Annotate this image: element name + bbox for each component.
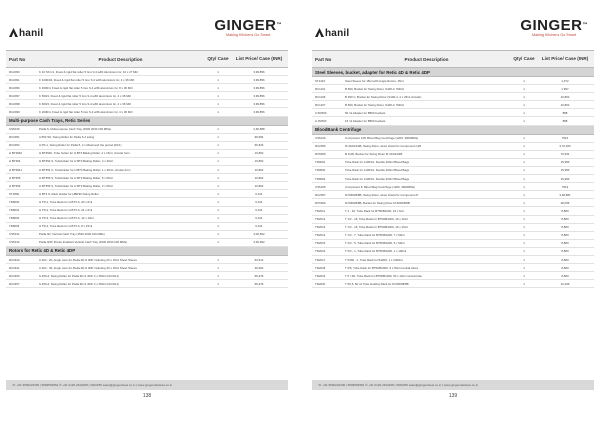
table-row	[6, 142, 288, 150]
price-cell: 3,99,856	[253, 69, 265, 74]
page-footer: ☏ +91 9650222300 | 9599593952 ✆ +91 0120-2619208 | 2620256 sales@gingersiteel.co.in | www.gingerstainless.co.in	[312, 380, 594, 390]
ginger-tm: ™	[276, 22, 282, 28]
description-cell: M 6000/8/8B, Bucket for Swing Rotor M 6000/8/8B	[345, 200, 410, 205]
part-no-cell: ST1410	[315, 78, 326, 83]
price-cell: 1,997	[561, 86, 569, 91]
description-cell: B 500, Bucket for Swing Rotor, S400-4, 500ml	[345, 102, 404, 107]
description-cell: T 50-5, 50 ml Tube Holding Rack for M 6000/8/8B	[345, 281, 409, 286]
qty-cell: 1	[217, 135, 219, 140]
table-row	[6, 134, 288, 142]
table-header	[6, 50, 288, 68]
price-cell: 10,862	[254, 175, 264, 180]
hanil-wordmark: hanil	[19, 28, 44, 39]
description-cell: K 2000/4, Fixed & rigid flat roller 5 Gro S.4 w/Ri aluminium Gr, 4 x 36 Mtrl	[39, 110, 133, 115]
qty-cell: 1	[217, 240, 219, 245]
part-no-cell: H BT3540	[9, 151, 23, 156]
description-cell: H TR-1, Tube Rack for H BT3 S, 20 x 6ml	[39, 199, 93, 204]
price-cell: 8,883	[561, 225, 569, 230]
qty-cell: 1	[523, 94, 525, 99]
description-cell: M 3100/4/4B, Swing Rotor, w/out shield for Component 128	[345, 144, 422, 149]
description-cell: Component 128, Blood Bag Centrifuge (1200, 3600MMs)	[345, 136, 419, 141]
qty-cell: 1	[523, 265, 525, 270]
part-no-cell: RC2457	[9, 281, 20, 286]
description-cell: A 420 - 30, Angle rotor for Piella 4D & 4DP including 30 x 15ml Sheet Sleeve	[39, 265, 137, 270]
qty-cell: 1	[217, 127, 219, 132]
price-cell: 8,883	[561, 208, 569, 213]
hanil-mark-icon	[9, 28, 18, 37]
col-description: Product Description	[98, 56, 143, 62]
price-cell: 6,101	[255, 208, 263, 213]
description-cell: M 6000/8/8B, Swing Rotor, w/out shield for Component 8	[345, 192, 418, 197]
price-cell: 15,993	[560, 176, 570, 181]
price-cell: 3,38,881	[559, 192, 571, 197]
qty-cell: 1	[523, 217, 525, 222]
qty-cell: 1	[523, 208, 525, 213]
part-no-cell: RC2356	[315, 144, 326, 149]
qty-cell: 1	[523, 249, 525, 254]
table-row	[312, 207, 594, 215]
part-no-cell: TR2019	[315, 273, 326, 278]
price-cell: 6,101	[255, 224, 263, 229]
part-no-cell: TR6003	[9, 224, 20, 229]
part-no-cell: TR2014	[315, 233, 326, 238]
table-row	[312, 101, 594, 109]
part-no-cell: TR2011	[315, 208, 326, 213]
part-no-cell: TR0002	[315, 168, 326, 173]
section-heading: Steel Sleeves, bucket, adapter for Retic 4D & Retic 4DP	[312, 68, 594, 77]
part-no-cell: RC2357	[315, 192, 326, 197]
description-cell: H TR-3, Tube Rack for H BT3 S, 12 x 10ml	[39, 216, 94, 221]
ginger-wordmark: GINGER	[214, 17, 277, 34]
description-cell: H TR-2, Tube Rack for H BT3 S, 24 x 6ml	[39, 208, 93, 213]
price-cell: 8,883	[561, 217, 569, 222]
description-cell: H BT355 S, Tubeholder for H BT3 Baking Roller, 5 x 50ml	[39, 175, 113, 180]
qty-cell: 1	[523, 110, 525, 115]
table-row	[6, 215, 288, 223]
description-cell: Component 8, Blood Bag Centrifuge (1200, 3600MMs)	[345, 184, 415, 189]
ginger-tagline: Making Kitchens Go Smart	[226, 33, 271, 37]
qty-cell: 1	[217, 77, 219, 82]
qty-cell: 1	[523, 200, 525, 205]
description-cell: K 1000/04, Fixed & rigid flat roller 5 Gro S.4 w/Ri aluminium Gr, 4 x 36 Mtrl	[39, 77, 135, 82]
price-cell: 12,209	[560, 281, 570, 286]
qty-cell: 1	[217, 183, 219, 188]
part-no-cell: RC2351	[9, 135, 20, 140]
part-no-cell: TR0001	[315, 160, 326, 165]
table-row	[6, 239, 288, 247]
qty-cell: 1	[217, 151, 219, 156]
description-cell: T 5/4 - 1, Tube Rack for B750/B1000, 1 x 100ml	[345, 249, 407, 254]
col-part-no: Part No	[315, 56, 332, 62]
qty-cell: 1	[523, 273, 525, 278]
qty-cell: 1	[523, 257, 525, 262]
table-row	[312, 85, 594, 93]
qty-cell: 1	[217, 216, 219, 221]
page-footer: ☏ +91 9650222300 | 9599593952 ✆ +91 0120-2619208 | 2620256 sales@gingersiteel.co.in | www.gingerstainless.co.in	[6, 380, 288, 390]
part-no-cell: RC5309	[315, 152, 326, 157]
price-cell: 3,70,183	[559, 144, 571, 149]
description-cell: B 500, Bucket for Swing Rotor, S400-4, 500ml	[345, 86, 404, 91]
qty-cell: 1	[217, 257, 219, 262]
qty-cell: 1	[217, 224, 219, 229]
table-row	[312, 216, 594, 224]
table-row	[312, 175, 594, 183]
col-part-no: Part No	[9, 56, 26, 62]
description-cell: 15 ml Adapter for B500 buckets	[345, 119, 386, 124]
qty-cell: 1	[217, 175, 219, 180]
part-no-cell: A 50/500	[315, 110, 327, 115]
description-cell: S 450-4, Swing Roller for Piella 4D & 4DP, 4 x 450ml (S4 6H4)	[39, 273, 119, 278]
table-row	[6, 190, 288, 198]
description-cell: T 5 / 4D, Tube Rack for B750/B1000, 50 x 10ml conical tube	[345, 273, 422, 278]
price-cell: 888	[562, 110, 568, 115]
table-row	[312, 224, 594, 232]
part-no-cell: H BT354	[9, 159, 21, 164]
description-cell: Tube Rack for 1100/01, Double 200ml Blood Bags	[345, 168, 410, 173]
part-no-cell: RC2096	[9, 85, 20, 90]
table-header	[312, 50, 594, 68]
qty-cell: 1	[217, 69, 219, 74]
part-no-cell: RC1101	[315, 86, 326, 91]
price-cell: 8,883	[561, 257, 569, 262]
description-cell: K 500/4, Fixed & rigid flat roller 5 Gro S.4 w/Ri aluminium Gr, 4 x 36 Mtrl	[39, 93, 132, 98]
description-cell: B 1100, Bucket for Swing Rotor M 3100/4/4B	[345, 152, 403, 157]
table-row	[312, 135, 594, 143]
qty-cell: 1	[523, 86, 525, 91]
part-no-cell: RC2352	[9, 143, 20, 148]
qty-cell: 1	[217, 93, 219, 98]
table-row	[6, 166, 288, 174]
table-row	[6, 174, 288, 182]
page-number: 138	[142, 393, 152, 399]
qty-cell: 1	[217, 167, 219, 172]
price-cell: 8,883	[561, 265, 569, 270]
table-row	[312, 117, 594, 125]
price-cell: 1,372	[561, 78, 569, 83]
part-no-cell: TR2020	[315, 281, 326, 286]
table-row	[6, 108, 288, 116]
qty-cell: 1	[523, 136, 525, 141]
qty-cell: 1	[217, 265, 219, 270]
price-cell: 6,101	[255, 216, 263, 221]
hanil-logo	[9, 28, 43, 39]
part-no-cell: TR0003	[315, 176, 326, 181]
table-row	[6, 280, 288, 288]
hanil-mark-icon	[315, 28, 324, 37]
table-row	[6, 256, 288, 264]
table-body	[312, 68, 594, 288]
part-no-cell: TR2018	[315, 265, 326, 270]
col-qty: Qty/ Case	[207, 56, 229, 62]
price-cell: 99,994	[254, 135, 264, 140]
price-cell: 7519	[561, 184, 569, 189]
part-no-cell: CS5165	[315, 184, 326, 189]
price-cell: 6,101	[255, 199, 263, 204]
table-row	[6, 207, 288, 215]
qty-cell: 1	[523, 102, 525, 107]
price-cell: 53,512	[254, 257, 264, 262]
description-cell: 50 ml Adapter for B500 buckets	[345, 110, 386, 115]
part-no-cell: TR6002	[9, 216, 20, 221]
description-cell: H BT3 S, Rack Holder for HBR30 Swing Roller	[39, 191, 99, 196]
table-row	[6, 264, 288, 272]
part-no-cell: CS5132	[9, 240, 20, 245]
table-row	[6, 198, 288, 206]
price-cell: 3,06,562	[253, 232, 265, 237]
qty-cell: 1	[523, 176, 525, 181]
ginger-tm: ™	[582, 22, 588, 28]
part-no-cell: TR2016	[315, 249, 326, 254]
price-cell: 8,883	[561, 233, 569, 238]
part-no-cell: H BT356	[9, 183, 21, 188]
table-row	[312, 159, 594, 167]
part-no-cell: CS5131	[9, 232, 20, 237]
description-cell: H BT354 S, Tubeholder for H BT3 Baking Roller, 4 x 30ml	[39, 159, 113, 164]
hanil-logo	[315, 28, 349, 39]
table-row	[312, 256, 594, 264]
price-cell: 3,36,992	[253, 240, 265, 245]
table-row	[312, 264, 594, 272]
price-cell: 8,883	[561, 273, 569, 278]
part-no-cell: RC1107	[315, 102, 326, 107]
part-no-cell: RC2450	[9, 273, 20, 278]
qty-cell: 1	[217, 191, 219, 196]
description-cell: Tube Rack for 1100/01, Double 200ml Blood Bags	[345, 176, 410, 181]
table-row	[6, 68, 288, 76]
qty-cell: 1	[217, 199, 219, 204]
price-table	[312, 50, 594, 288]
table-row	[6, 158, 288, 166]
description-cell: A 420 - 20, Angle rotor for Piella 4D & 4DP including 20 x 15ml Sheet Sleeve	[39, 257, 137, 262]
description-cell: T 1/3 - 7, Tube Rack for B750/B1000, 7 x 50ml	[345, 233, 405, 238]
table-row	[6, 92, 288, 100]
description-cell: Piella 4DP, Printer Enabled Vertical Cash Tray (1530 2030 100 MMs)	[39, 240, 127, 245]
price-cell: 15,993	[560, 160, 570, 165]
qty-cell: 1	[217, 110, 219, 115]
price-table	[6, 50, 288, 288]
table-row	[312, 191, 594, 199]
price-cell: 10,862	[560, 94, 570, 99]
qty-cell: 1	[217, 143, 219, 148]
price-cell: 70,931	[560, 152, 570, 157]
part-no-cell: TR2012	[315, 217, 326, 222]
qty-cell: 1	[523, 225, 525, 230]
page-number: 139	[448, 393, 458, 399]
table-row	[312, 272, 594, 280]
part-no-cell: TR2015	[315, 241, 326, 246]
description-cell: H BT354 C, Tubeholder for H BT3 Baking Roller, 1 x 30ml, circular form	[39, 167, 131, 172]
table-row	[312, 109, 594, 117]
price-cell: 7516	[561, 136, 569, 141]
part-no-cell: TR2017	[315, 257, 326, 262]
qty-cell: 1	[217, 101, 219, 106]
price-cell: 3,99,856	[253, 101, 265, 106]
page-gutter	[289, 0, 311, 424]
qty-cell: 1	[523, 281, 525, 286]
qty-cell: 1	[523, 241, 525, 246]
table-row	[6, 76, 288, 84]
qty-cell: 1	[217, 232, 219, 237]
qty-cell: 1	[523, 192, 525, 197]
table-row	[6, 126, 288, 134]
catalog-page-left	[6, 0, 288, 424]
table-row	[312, 143, 594, 151]
qty-cell: 1	[523, 168, 525, 173]
price-cell: 3,99,856	[253, 77, 265, 82]
qty-cell: 1	[523, 184, 525, 189]
table-row	[312, 93, 594, 101]
col-price: List Price/ Case (INR)	[235, 56, 283, 62]
qty-cell: 1	[523, 144, 525, 149]
price-cell: 888	[562, 119, 568, 124]
part-no-cell: H BT3541	[9, 167, 23, 172]
price-cell: 10,862	[254, 167, 264, 172]
part-no-cell: CS5130	[9, 127, 20, 132]
table-body	[6, 68, 288, 288]
part-no-cell: RC1106	[315, 94, 326, 99]
col-price: List Price/ Case (INR)	[541, 56, 589, 62]
price-cell: 6,101	[255, 191, 263, 196]
part-no-cell: H BT355	[9, 175, 21, 180]
section-heading: Rotors for Retic 4D & Retic 4DP	[6, 247, 288, 256]
price-cell: 3,99,856	[253, 85, 265, 90]
qty-cell: 1	[217, 85, 219, 90]
description-cell: T 5/5, Tube Rack for B750/B1000, 5 x 50ml conical tubes	[345, 265, 419, 270]
qty-cell: 1	[217, 159, 219, 164]
description-cell: K 3000/4, Fixed & rigid flat roller 5 Gro S.4 w/Ri aluminium Gr, 8 x 36 Mtrl	[39, 85, 133, 90]
page-header	[6, 14, 288, 40]
description-cell: K 10 SS C1, Fixed & rigid flat roller 5 Gro S.4 w/Ri Aluminium Gr, 10 x 27 Mtrl	[39, 69, 138, 74]
description-cell: T 1 - 16, Tube Rack for B750/B1000, 16 x 5ml	[345, 208, 404, 213]
hanil-wordmark: hanil	[325, 28, 350, 39]
part-no-cell: ST1800	[9, 191, 20, 196]
ginger-tagline: Making Kitchens Go Smart	[532, 33, 577, 37]
table-row	[312, 280, 594, 288]
table-row	[312, 232, 594, 240]
table-row	[6, 182, 288, 190]
catalog-page-right	[312, 0, 594, 424]
part-no-cell: TR2013	[315, 225, 326, 230]
part-no-cell: CS5140	[315, 136, 326, 141]
price-cell: 3,99,856	[253, 93, 265, 98]
part-no-cell: RC5306	[315, 200, 326, 205]
table-row	[312, 167, 594, 175]
description-cell: T 5400 - 1, Tube Rack for B1000, 1 x 1000ml	[345, 257, 403, 262]
qty-cell: 1	[523, 152, 525, 157]
part-no-cell: RC2091	[9, 77, 20, 82]
description-cell: Piella 4D, Vertical Cash Tray (1530 2030 100 MMs)	[39, 232, 105, 237]
table-row	[6, 84, 288, 92]
description-cell: Piella S, Multi-purpose Cash Tray (1530 2030 100 MMs)	[39, 127, 111, 132]
table-row	[312, 240, 594, 248]
description-cell: Tube Rack for 1100/01, Double 200ml Blood Bags	[345, 160, 410, 165]
price-cell: 8,883	[561, 249, 569, 254]
description-cell: T 1/2 - 16, Tube Rack for B750/B1000, 16 x 10ml	[345, 217, 408, 222]
description-cell: H BT356 S, Tubeholder for H BT3 Baking Roller, 2 x 50ml	[39, 183, 113, 188]
qty-cell: 1	[217, 281, 219, 286]
table-row	[312, 151, 594, 159]
description-cell: H BT3540, Tube holder for H BT3 Baking Roller, 4 x 15ml, circular form	[39, 151, 130, 156]
price-cell: 3,99,856	[253, 110, 265, 115]
page-header	[312, 14, 594, 40]
part-no-cell: A 15/500	[315, 119, 327, 124]
table-row	[312, 183, 594, 191]
table-row	[312, 199, 594, 207]
table-row	[6, 231, 288, 239]
section-heading: Multi-purpose Cash Trays, Retic Series	[6, 117, 288, 126]
part-no-cell: RC2421	[9, 265, 20, 270]
ginger-wordmark: GINGER	[520, 17, 583, 34]
price-cell: 2,66,588	[253, 127, 265, 132]
table-row	[312, 248, 594, 256]
description-cell: S 450-4, Swing Roller for Piella 4D & 4DP, 4 x 450ml (S4 6H4)	[39, 281, 119, 286]
qty-cell: 1	[523, 119, 525, 124]
description-cell: A PS-1, Swing Roller for Piella 5, 4 x Metal and the period (RC1)	[39, 143, 122, 148]
price-cell: 15,993	[560, 168, 570, 173]
description-cell: B 250 C, Bucket for Swing Rotor (S100-4, 4 x 25ml circular)	[345, 94, 422, 99]
part-no-cell: RC2099	[9, 110, 20, 115]
qty-cell: 1	[523, 233, 525, 238]
part-no-cell: RC2420	[9, 257, 20, 262]
section-heading: BloodBank Centrifuge	[312, 126, 594, 135]
table-row	[6, 100, 288, 108]
qty-cell: 1	[523, 78, 525, 83]
description-cell: A 500 SS, Swing Roller for Piella S 4 swing	[39, 135, 95, 140]
description-cell: H TR-4, Tube Rack for H BT3 S, 8 x 15ml	[39, 224, 93, 229]
price-cell: 66,843	[254, 143, 264, 148]
price-cell: 10,862	[560, 102, 570, 107]
price-cell: 8,883	[561, 241, 569, 246]
price-cell: 10,862	[254, 183, 264, 188]
price-cell: 59,976	[254, 273, 264, 278]
part-no-cell: TR6001	[9, 208, 20, 213]
ginger-logo	[520, 18, 588, 38]
price-cell: 10,862	[254, 159, 264, 164]
table-row	[312, 77, 594, 85]
description-cell: Steel Sleeve for 15ml with Angle Rotors, 15ml	[345, 78, 404, 83]
table-row	[6, 150, 288, 158]
price-cell: 46,992	[254, 265, 264, 270]
col-description: Product Description	[404, 56, 449, 62]
table-row	[6, 223, 288, 231]
price-cell: 10,862	[254, 151, 264, 156]
part-no-cell: RC2090	[9, 69, 20, 74]
qty-cell: 1	[523, 160, 525, 165]
price-cell: 59,976	[254, 281, 264, 286]
table-row	[6, 272, 288, 280]
qty-cell: 1	[217, 208, 219, 213]
col-qty: Qty/ Case	[513, 56, 535, 62]
part-no-cell: TR6000	[9, 199, 20, 204]
description-cell: T 1/3 - 16, Tube Rack for B750/B1000, 16 x 15ml	[345, 225, 408, 230]
description-cell: T 2/3 - 5, Tube Rack for B750/B1000, 5 x 50ml	[345, 241, 405, 246]
part-no-cell: RC2097	[9, 93, 20, 98]
qty-cell: 1	[217, 273, 219, 278]
ginger-logo	[214, 18, 282, 38]
part-no-cell: RC2098	[9, 101, 20, 106]
price-cell: 28,056	[560, 200, 570, 205]
description-cell: K 600/4, Fixed & rigid flat roller 5 Gro S.4 w/Ri aluminium Gr, 4 x 36 Mtrl	[39, 101, 132, 106]
